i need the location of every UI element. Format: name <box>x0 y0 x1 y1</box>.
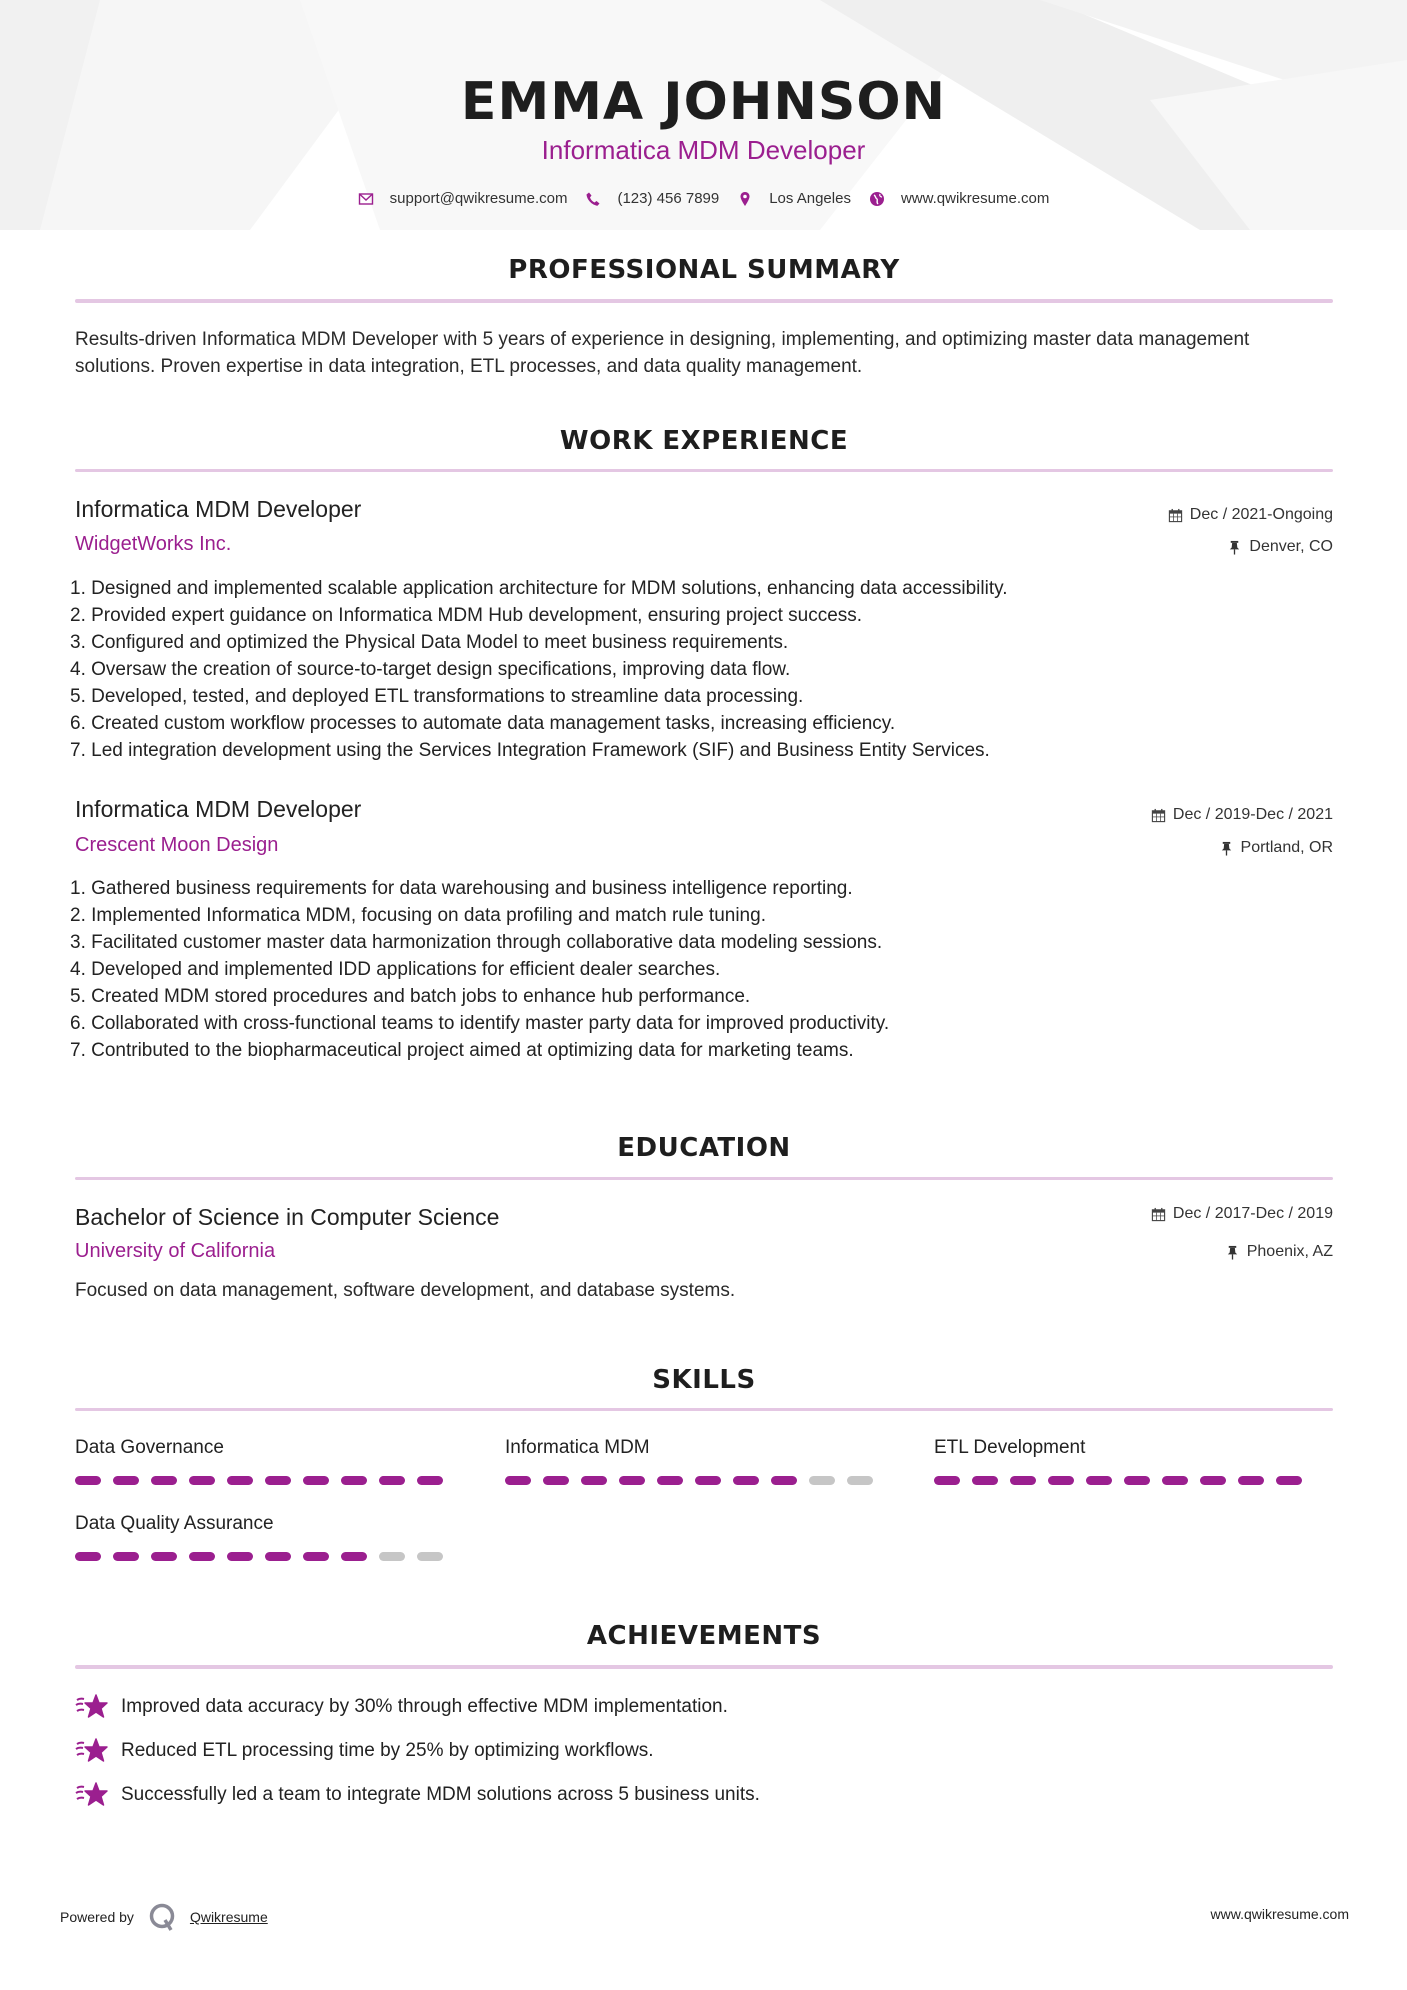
pushpin-icon <box>1227 540 1242 555</box>
skill-name: Data Governance <box>75 1437 224 1458</box>
job-bullets <box>70 875 1270 1064</box>
job-title: Informatica MDM Developer <box>75 796 362 822</box>
star-icon <box>75 1780 109 1810</box>
job-location-text: Portland, OR <box>1240 839 1333 856</box>
achievements-divider <box>75 1665 1333 1669</box>
qwikresume-link[interactable]: Qwikresume <box>189 1909 268 1925</box>
skill-rating <box>934 1476 1314 1485</box>
phone-icon <box>585 191 601 207</box>
contact-email[interactable] <box>358 190 568 207</box>
job-title: Informatica MDM Developer <box>75 496 362 522</box>
degree-name: Bachelor of Science in Computer Science <box>75 1204 500 1230</box>
achievement-item <box>75 1692 728 1722</box>
pushpin-icon <box>1225 1245 1240 1260</box>
skills-heading: SKILLS <box>652 1365 756 1395</box>
job-dates <box>1168 506 1333 524</box>
achievement-item <box>75 1736 654 1766</box>
footer-website[interactable]: www.qwikresume.com <box>1210 1906 1349 1922</box>
contact-location <box>737 190 851 207</box>
map-marker-icon <box>737 191 753 207</box>
job-bullet: 3. Configured and optimized the Physical Data Model to meet business requirements. <box>70 632 789 653</box>
skill-name: Informatica MDM <box>505 1437 650 1458</box>
job-bullet: 3. Facilitated customer master data harmonization through collaborative data modeling sessions. <box>70 932 883 953</box>
candidate-title: Informatica MDM Developer <box>541 135 866 165</box>
job-bullet: 6. Created custom workflow processes to automate data management tasks, increasing efficiency. <box>70 713 896 734</box>
envelope-icon <box>358 191 374 207</box>
calendar-icon <box>1151 1207 1166 1222</box>
skill-name: ETL Development <box>934 1437 1086 1458</box>
job-bullet: 4. Oversaw the creation of source-to-target design specifications, improving data flow. <box>70 659 791 680</box>
job-bullet: 5. Developed, tested, and deployed ETL transformations to streamline data processing. <box>70 686 804 707</box>
school-name: University of California <box>75 1240 276 1262</box>
skill-etl-development <box>934 1434 1314 1485</box>
achievement-item <box>75 1780 760 1810</box>
contact-bar <box>0 190 1407 207</box>
summary-heading: PROFESSIONAL SUMMARY <box>508 255 900 285</box>
job-bullet: 5. Created MDM stored procedures and batch jobs to enhance hub performance. <box>70 986 751 1007</box>
candidate-name: EMMA JOHNSON <box>460 72 947 132</box>
company-name: WidgetWorks Inc. <box>75 533 232 555</box>
company-name: Crescent Moon Design <box>75 834 279 856</box>
job-location-text: Denver, CO <box>1249 538 1333 555</box>
education-heading: EDUCATION <box>617 1133 791 1163</box>
contact-phone[interactable] <box>585 190 719 207</box>
job-bullet: 7. Contributed to the biopharmaceutical project aimed at optimizing data for marketing teams. <box>70 1040 854 1061</box>
skill-rating <box>505 1476 885 1485</box>
calendar-icon <box>1151 808 1166 823</box>
skill-informatica-mdm <box>505 1434 885 1485</box>
education-divider <box>75 1177 1333 1180</box>
skills-divider <box>75 1408 1333 1411</box>
job-location <box>1227 538 1333 556</box>
skill-data-governance <box>75 1434 455 1485</box>
education-dates-text: Dec / 2017-Dec / 2019 <box>1172 1205 1333 1222</box>
job-bullet: 7. Led integration development using the Services Integration Framework (SIF) and Business Entity Services. <box>70 740 990 761</box>
powered-by <box>60 1902 268 1932</box>
pushpin-icon <box>1219 841 1234 856</box>
education-dates <box>1151 1205 1333 1223</box>
globe-icon <box>869 191 885 207</box>
job-dates <box>1151 806 1333 824</box>
summary-text: Results-driven Informatica MDM Developer with 5 years of experience in designing, implementing, and optimizing master data management solutions. Proven expertise in data integration, ETL processes, and data quality management. <box>75 329 1250 377</box>
contact-location-text: Los Angeles <box>769 190 851 207</box>
skill-data-quality-assurance <box>75 1510 455 1561</box>
skill-rating <box>75 1552 455 1561</box>
job-dates-text: Dec / 2021-Ongoing <box>1189 506 1333 523</box>
job-bullet: 2. Implemented Informatica MDM, focusing on data profiling and match rule tuning. <box>70 905 766 926</box>
achievement-text: Successfully led a team to integrate MDM solutions across 5 business units. <box>121 1784 760 1805</box>
star-icon <box>75 1692 109 1722</box>
achievement-text: Improved data accuracy by 30% through effective MDM implementation. <box>121 1696 728 1717</box>
achievements-heading: ACHIEVEMENTS <box>586 1621 822 1651</box>
experience-divider <box>75 469 1333 472</box>
contact-email-text: support@qwikresume.com <box>389 190 568 207</box>
experience-heading: WORK EXPERIENCE <box>559 426 849 456</box>
contact-phone-text: (123) 456 7899 <box>617 190 720 207</box>
education-location-text: Phoenix, AZ <box>1246 1243 1333 1260</box>
qwikresume-logo-icon <box>148 1902 178 1932</box>
education-location <box>1225 1243 1333 1261</box>
powered-by-label: Powered by <box>60 1909 134 1925</box>
job-bullet: 1. Gathered business requirements for data warehousing and business intelligence reporting. <box>70 878 853 899</box>
contact-website[interactable] <box>869 190 1049 207</box>
calendar-icon <box>1168 508 1183 523</box>
job-bullet: 1. Designed and implemented scalable application architecture for MDM solutions, enhancing data accessibility. <box>70 578 1008 599</box>
achievement-text: Reduced ETL processing time by 25% by optimizing workflows. <box>121 1740 654 1761</box>
job-dates-text: Dec / 2019-Dec / 2021 <box>1172 806 1333 823</box>
contact-website-text: www.qwikresume.com <box>900 190 1050 207</box>
education-description: Focused on data management, software development, and database systems. <box>75 1280 736 1301</box>
summary-divider <box>75 299 1333 303</box>
job-bullet: 4. Developed and implemented IDD applications for efficient dealer searches. <box>70 959 721 980</box>
job-bullet: 6. Collaborated with cross-functional teams to identify master party data for improved productivity. <box>70 1013 890 1034</box>
skill-rating <box>75 1476 455 1485</box>
job-location <box>1219 839 1333 857</box>
job-bullet: 2. Provided expert guidance on Informatica MDM Hub development, ensuring project success. <box>70 605 863 626</box>
job-bullets <box>70 575 1270 764</box>
star-icon <box>75 1736 109 1766</box>
skill-name: Data Quality Assurance <box>75 1513 274 1534</box>
